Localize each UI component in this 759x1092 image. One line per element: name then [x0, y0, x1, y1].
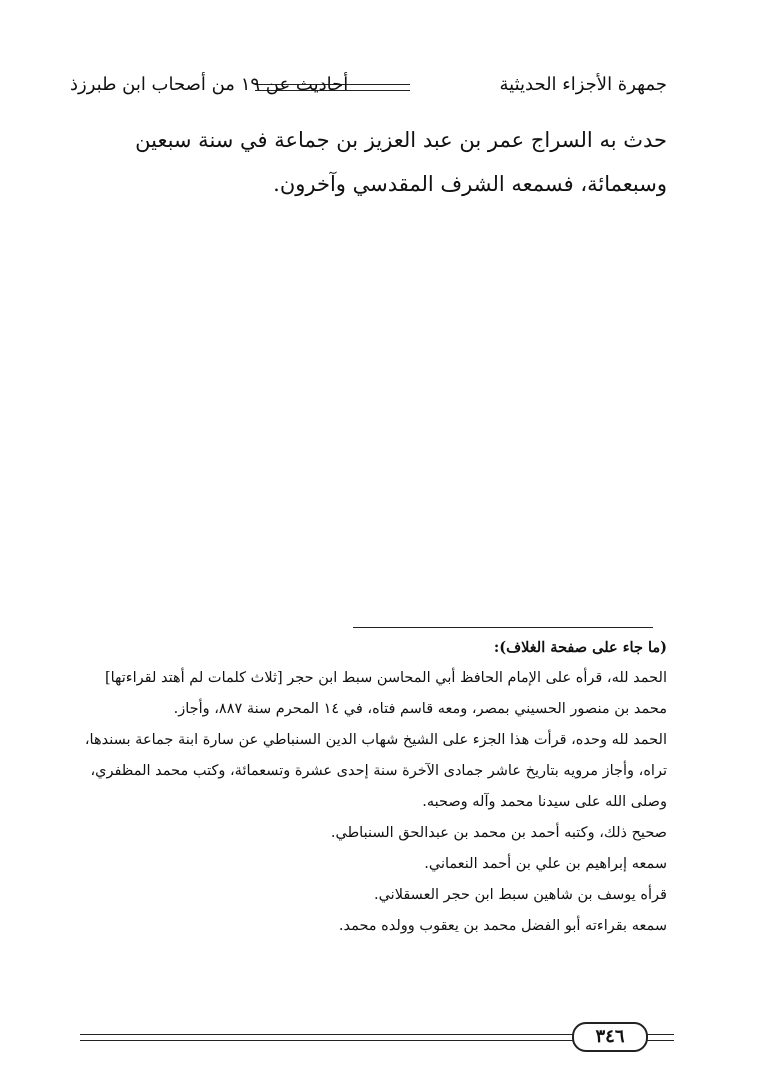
notes-title: (ما جاء على صفحة الغلاف): [493, 639, 667, 656]
main-text [70, 118, 667, 206]
page-number: ٣٤٦ [572, 1022, 648, 1052]
note-line: قرأه يوسف بن شاهين سبط ابن حجر العسقلاني. [373, 887, 667, 903]
main-text-line: وسبعمائة، فسمعه الشرف المقدسي وآخرون. [273, 172, 667, 196]
section-title: أحاديث عن ١٩ من أصحاب ابن طبرزذ [70, 74, 349, 95]
footer-rule-tail [644, 1034, 674, 1041]
note-line: محمد بن منصور الحسيني بمصر، ومعه قاسم فتاه، في ١٤ المحرم سنة ٨٨٧، وأجاز. [173, 701, 667, 717]
note-line: وصلى الله على سيدنا محمد وآله وصحبه. [422, 794, 667, 810]
note-line: الحمد لله وحده، قرأت هذا الجزء على الشيخ شهاب الدين السنباطي عن سارة ابنة جماعة بسندها، [84, 732, 667, 748]
book-title: جمهرة الأجزاء الحديثية [499, 74, 667, 95]
note-line: الحمد لله، قرأه على الإمام الحافظ أبي المحاسن سبط ابن حجر [ثلاث كلمات لم أهتد لقراءتها] [104, 670, 667, 686]
main-text-line: حدث به السراج عمر بن عبد العزيز بن جماعة في سنة سبعين [135, 128, 667, 152]
footer-rule [80, 1034, 574, 1041]
note-line: صحيح ذلك، وكتبه أحمد بن محمد بن عبدالحق السنباطي. [330, 825, 667, 841]
page-footer [80, 1022, 674, 1050]
running-header [70, 70, 667, 104]
footnote-rule [353, 627, 653, 628]
note-line: تراه، وأجاز مرويه بتاريخ عاشر جمادى الآخرة سنة إحدى عشرة وتسعمائة، وكتب محمد المظفري، [90, 763, 667, 779]
note-line: سمعه إبراهيم بن علي بن أحمد النعماني. [424, 856, 667, 872]
cover-notes [70, 632, 667, 942]
note-line: سمعه بقراءته أبو الفضل محمد بن يعقوب وولده محمد. [338, 918, 667, 934]
